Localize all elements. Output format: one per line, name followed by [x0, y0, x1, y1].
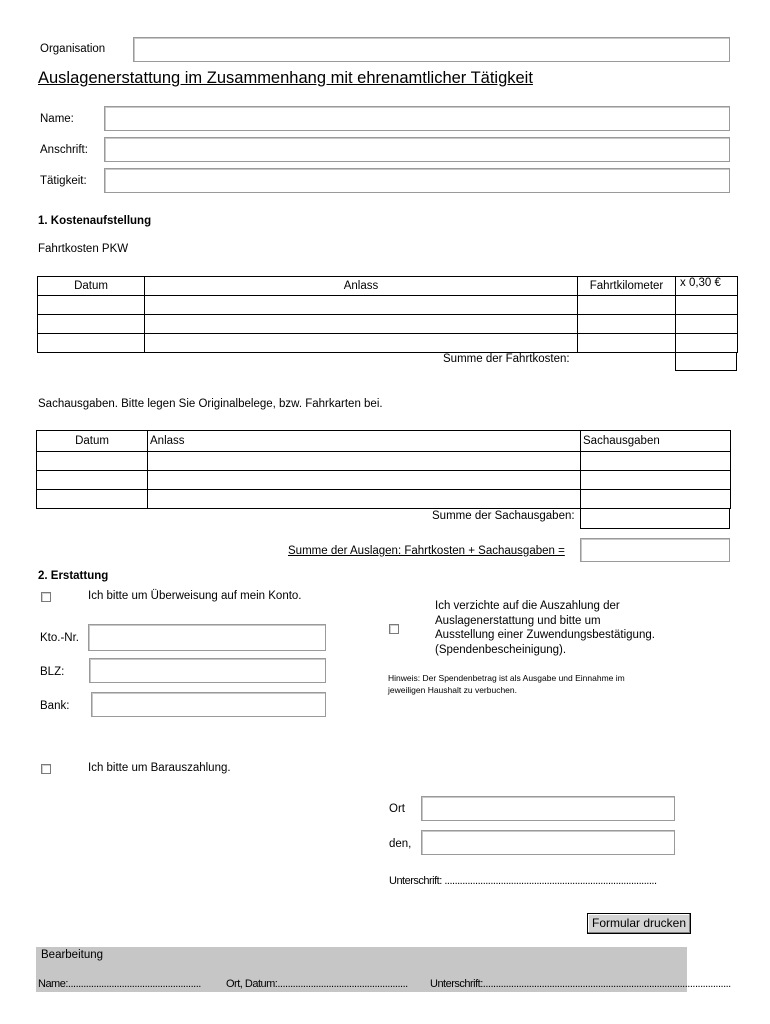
col-header-reason: Anlass — [145, 277, 578, 296]
waive-label-line-2: Auslagenerstattung und bitte um — [435, 615, 601, 627]
blz-label: BLZ: — [40, 666, 65, 678]
table-row — [37, 452, 731, 471]
waive-label-line-3: Ausstellung einer Zuwendungsbestätigung. — [435, 629, 655, 641]
cell-km[interactable] — [578, 315, 676, 334]
transfer-label: Ich bitte um Überweisung auf mein Konto. — [88, 590, 302, 602]
section-1-heading: 1. Kostenaufstellung — [38, 215, 152, 227]
bank-label: Bank: — [40, 700, 70, 712]
cell-amount[interactable] — [676, 296, 738, 315]
table-row — [37, 471, 731, 490]
cell-date[interactable] — [37, 452, 148, 471]
activity-input[interactable] — [104, 168, 730, 193]
cell-date[interactable] — [38, 296, 145, 315]
address-label: Anschrift: — [40, 144, 88, 156]
bank-input[interactable] — [91, 692, 326, 717]
table-row — [37, 490, 731, 509]
name-label: Name: — [40, 113, 74, 125]
name-input[interactable] — [104, 106, 730, 131]
material-costs-table — [36, 430, 731, 509]
cell-km[interactable] — [578, 296, 676, 315]
account-input[interactable] — [88, 624, 326, 651]
col-header-km: Fahrtkilometer — [578, 277, 676, 296]
col-header-rate: x 0,30 € — [676, 277, 738, 296]
cell-date[interactable] — [38, 334, 145, 353]
material-intro: Sachausgaben. Bitte legen Sie Originalbelege, bzw. Fahrkarten bei. — [38, 398, 383, 410]
section-2-heading: 2. Erstattung — [38, 570, 109, 582]
activity-label: Tätigkeit: — [40, 175, 87, 187]
car-costs-label: Fahrtkosten PKW — [38, 243, 129, 255]
account-label: Kto.-Nr. — [40, 632, 79, 644]
place-input[interactable] — [421, 796, 675, 821]
waive-checkbox[interactable] — [389, 624, 399, 634]
cash-checkbox[interactable] — [41, 764, 51, 774]
hint-line-2: jeweiligen Haushalt zu verbuchen. — [388, 685, 517, 695]
table-row — [38, 334, 738, 353]
cell-reason[interactable] — [145, 315, 578, 334]
cash-label: Ich bitte um Barauszahlung. — [88, 762, 231, 774]
processing-name-line: Name:.................................................... — [38, 978, 201, 990]
cell-reason[interactable] — [148, 490, 581, 509]
cell-reason[interactable] — [148, 471, 581, 490]
material-sum-label: Summe der Sachausgaben: — [432, 510, 575, 522]
col-header-date: Datum — [37, 431, 148, 452]
cell-amount[interactable] — [581, 471, 731, 490]
processing-heading: Bearbeitung — [41, 949, 104, 961]
print-button[interactable]: Formular drucken — [587, 913, 691, 934]
col-header-material: Sachausgaben — [581, 431, 731, 452]
organisation-label: Organisation — [40, 43, 106, 55]
cell-reason[interactable] — [148, 452, 581, 471]
total-input[interactable] — [580, 538, 730, 562]
waive-label-line-4: (Spendenbescheinigung). — [435, 644, 567, 656]
transfer-checkbox[interactable] — [41, 592, 51, 602]
waive-label-line-1: Ich verzichte auf die Auszahlung der — [435, 600, 620, 612]
organisation-input[interactable] — [133, 37, 730, 62]
cell-amount[interactable] — [581, 452, 731, 471]
processing-signature-line: Unterschrift:................................................................................................. — [430, 978, 731, 990]
car-sum-input[interactable] — [675, 352, 737, 371]
cell-km[interactable] — [578, 334, 676, 353]
cell-reason[interactable] — [145, 296, 578, 315]
page-title: Auslagenerstattung im Zusammenhang mit ehrenamtlicher Tätigkeit — [38, 69, 533, 87]
cell-date[interactable] — [37, 490, 148, 509]
cell-date[interactable] — [38, 315, 145, 334]
car-costs-table — [37, 276, 738, 353]
place-label: Ort — [389, 803, 405, 815]
date-label: den, — [389, 838, 412, 850]
processing-place-date-line: Ort, Datum:................................................... — [226, 978, 408, 990]
material-sum-input[interactable] — [580, 508, 730, 529]
blz-input[interactable] — [89, 658, 326, 683]
cell-amount[interactable] — [581, 490, 731, 509]
address-input[interactable] — [104, 137, 730, 162]
table-row — [38, 296, 738, 315]
hint-line-1: Hinweis: Der Spendenbetrag ist als Ausgabe und Einnahme im — [388, 673, 625, 683]
table-row — [38, 315, 738, 334]
col-header-reason: Anlass — [148, 431, 581, 452]
cell-reason[interactable] — [145, 334, 578, 353]
signature-line: Unterschrift: ................................................................................... — [389, 875, 657, 887]
cell-amount[interactable] — [676, 315, 738, 334]
car-sum-label: Summe der Fahrtkosten: — [443, 353, 570, 365]
col-header-date: Datum — [38, 277, 145, 296]
cell-date[interactable] — [37, 471, 148, 490]
total-label: Summe der Auslagen: Fahrtkosten + Sachausgaben = — [288, 545, 565, 557]
date-input[interactable] — [421, 830, 675, 855]
cell-amount[interactable] — [676, 334, 738, 353]
